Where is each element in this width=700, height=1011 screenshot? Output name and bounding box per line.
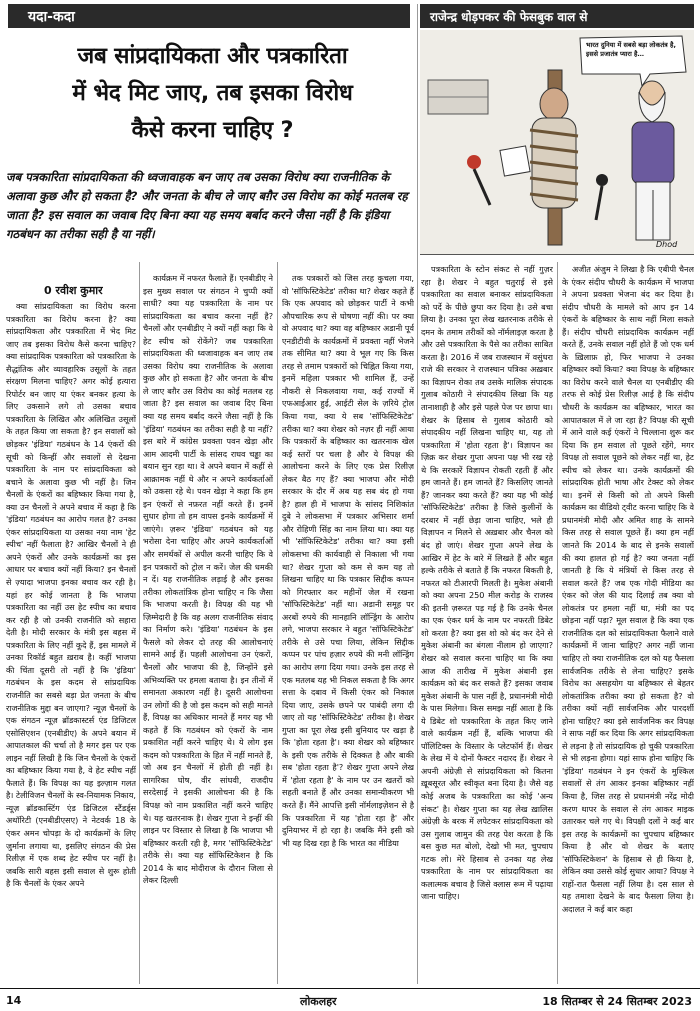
newspaper-name: लोकलहर: [300, 995, 337, 1008]
headline-line-3: कैसे करना चाहिए ?: [131, 117, 294, 143]
cartoonist-signature: Dhod: [656, 240, 678, 249]
article-deck: जब पत्रकारिता सांप्रदायिकता की ध्वजावाहक बन जाए तब उसका विरोध क्या राजनीतिक के अलावा कुछ और हो सकता है? और जनता के बीच ले जाए बग़ैर उस विरोध का कोई मतलब रह जाता है? इस सवाल का जवाब दिए बिना क्या यह समय बर्बाद करने जैसा नहीं है कि इंडिया गठबंधन का तरीका सही है या नहीं।: [6, 170, 408, 241]
article-column-2: [143, 272, 273, 984]
section-banner: यदा-कदा: [8, 4, 410, 28]
column-divider: [277, 262, 278, 984]
column-divider: [417, 4, 418, 984]
column-text: कार्यक्रम में नफरत फैलाते हैं। एनबीडीए ने इस मुख्य सवाल पर संगठन ने चुप्पी क्यों साधी? क्या यह पत्रकारिता के नाम पर सांप्रदायिकता का बचाव करना नहीं है? चैनलों और एनबीडीए ने क्यों नहीं कहा कि वे हेट स्पीच को रोकेंगे? जब पत्रकारिता सांप्रदायिकता की ध्वजावाहक बन जाए तब उसका विरोध क्या राजनीतिक के अलावा कुछ और हो सकता है? और जनता के बीच ले जाए बग़ैर उस विरोध का कोई मतलब रह जाता है? इस सवाल का जवाब दिए बिना क्या यह समय बर्बाद करने जैसा नहीं है कि 'इंडिया' गठबंधन का तरीका सही है या नहीं? इस बारे में कांग्रेस प्रवक्ता पवन खेड़ा और आम आदमी पार्टी के सांसद राघव चड्ढा का बयान सुन रहा था। वे अपने बयान में कहीं से आक्रामक नहीं थे और न अपने कार्यकर्ताओं को उकसा रहे थे। पवन खेड़ा ने कहा कि हम इन एंकरों से नफ़रत नहीं करते हैं। इनमें सुधार होगा तो हम वापस इनके कार्यक्रमों में जाएंगे। ज़रूर 'इंडिया' गठबंधन को यह भरोसा देना चाहिए और अपने कार्यकर्ताओं और समर्थकों से अपील करनी चाहिए कि वे इन पत्रकारों को ट्रोल न करें। जेल की धमकी न दें। यह राजनीतिक लड़ाई है और इसका तरीका लोकतांत्रिक होना चाहिए न कि जैसा कि भाजपा करती है। विपक्ष की यह भी ज़िम्मेदारी है कि वह अलग राजनीतिक संवाद का निर्माण करे। 'इंडिया' गठबंधन के इस फैसले को लेकर दो तरह की आलोचनाएं सामने आई हैं। पहली आलोचना उन एंकरों, चैनलों और भाजपा की है, जिन्होंने इसे अभिव्यक्ति पर हमला बताया है। इन तीनों में समानता अकारण नहीं है। दूसरी आलोचना उन लोगों की है जो इस कदम को सही मानते हैं, विपक्ष का अधिकार मानते हैं मगर यह भी कहते हैं कि गठबंधन को एंकरों के नाम प्रकाशित नहीं करने चाहिए थे। ये लोग इस कदम को पत्रकारिता के हित में नहीं मानते हैं, जो अब इन चैनलों में होती ही नहीं है। सागरिका घोष, वीर सांघवी, राजदीप सरदेसाई ने इसकी आलोचना की है कि विपक्ष को नाम प्रकाशित नहीं करने चाहिए थे। यह खतरनाक है। शेखर गुप्ता ने इन्हीं की लाइन पर विस्तार से लिखा है कि भाजपा भी बहिष्कार करती रही है, मगर 'सॉफिस्टिकेटेड' तरीके से। क्या यह सॉफिस्टिकेशन है कि 2014 के बाद मोदीराज के दौरान जिला से लेकर दिल्ली: [143, 273, 273, 886]
article-column-4: [421, 263, 553, 983]
column-text: तक पत्रकारों को जिस तरह कुचला गया, वो 'सॉफिस्टिकेटेड' तरीका था? शेखर कहते हैं कि एक अपवाद को छोड़कर पार्टी ने कभी औपचारिक रूप से घोषणा नहीं की। पर क्या वो अपवाद था? क्या वह बहिष्कार अडानी पूर्व एनडीटीवी के कार्यक्रमों में प्रवक्ता नहीं भेजने तक सीमित था? क्या वे भूल गए कि किस तरह से तमाम पत्रकारों को चिह्नित किया गया, इनमें महिला पत्रकार भी शामिल हैं, उन्हें नौकरी से निकलवाया गया, कई राज्यों में एफआईआर हुई, आईटी सेल के ज़रिये ट्रोल किया गया, क्या ये सब 'सॉफिस्टिकेटेड' तरीका था? क्या शेखर को नज़र ही नहीं आया कि पत्रकारों के बहिष्कार का खतरनाक खेल कई स्तरों पर चला है और ये विपक्ष की आलोचना करने के लिए एक प्रेस रिलीज़ लेकर बैठ गए हैं? क्या भाजपा और मोदी सरकार के दौर में अब यह सब बंद हो गया है? हाल ही में भाजपा के सांसद निशिकांत दुबे ने लोकसभा में पत्रकार अभिसार शर्मा और रोहिणी सिंह का नाम लिया था। क्या यह भी 'सॉफिस्टिकेटेड' तरीका था? क्या इसी लोकसभा की कार्यवाही से निकाला भी गया था? शेखर गुप्ता को कम से कम यह तो लिखना चाहिए था कि पत्रकार सिद्दीक कप्पन को गिरफ्तार कर महीनों जेल में रखना 'सॉफिस्टिकेटेड' नहीं था। अडानी समूह पर अरबों रुपये की मानहानि लॉन्ड्रिंग के आरोप लगे, भाजपा सरकार ने बहुत 'सॉफिस्टिकेटेड' तरीके से उसे पचा लिया, लेकिन सिद्दीक कप्पन पर पांच हज़ार रुपये की मनी लॉन्ड्रिंग का आरोप लगा दिया गया। उनके इस तरह से एक मतलब यह भी निकल सकता है कि अगर सत्ता के दबाव में किसी एंकर को निकाल दिया जाए, उसके छपने पर पाबंदी लगा दी जाए तो यह 'सॉफिस्टिकेटेड' तरीका है। शेखर गुप्ता का पूरा लेख इसी बुनियाद पर खड़ा है कि 'होता रहता है'। क्या शेखर को बहिष्कार के इसी एक तरीके से दिक्कत है और बाकी सब 'होता रहता है'? शेखर गुप्ता अपने लेख में 'होता रहता है' के नाम पर उन खतरों को सहती बनाते हैं और उनका समान्यीकरण भी करते हैं। मैंने आपत्ति इसी नॉर्मलाइज़ेशन से है कि पत्रकारिता में यह 'होता रहा है' और दुनियाभर में हो रहा है। जबकि मैंने इसी को भी यह दिख रहा है कि भारत का मीडिया: [282, 273, 414, 848]
author-byline: 0 रवीश कुमार: [44, 284, 103, 297]
headline-line-1: जब सांप्रदायिकता और पत्रकारिता: [77, 43, 348, 69]
column-divider: [139, 262, 140, 984]
cartoon-speech-bubble: भारत दुनिया में सबसे बड़ा लोकतंत्र है, इससे प्रजातंत्र प्यारा है…: [586, 41, 676, 58]
editorial-cartoon: [420, 30, 694, 255]
headline: [10, 38, 415, 149]
issue-date: 18 सितम्बर से 24 सितम्बर 2023: [542, 995, 692, 1008]
cartoon-banner: राजेन्द्र धोड़पकर की फेसबुक वाल से: [420, 4, 694, 28]
headline-line-2: में भेद मिट जाए, तब इसका विरोध: [72, 80, 353, 106]
article-column-3: [282, 272, 414, 984]
page-number: 14: [6, 994, 22, 1007]
article-column-5: [562, 263, 694, 983]
column-divider: [557, 262, 558, 984]
column-text: अजीत अंजुम ने लिखा है कि एबीपी चैनल के एंकर संदीप चौधरी के कार्यक्रम में भाजपा ने अपना प्रवक्ता भेजना बंद कर दिया है। संदीप चौधरी के मामले को आप इन 14 एंकरों के बहिष्कार के साथ नहीं मिला सकते हैं। संदीप चौधरी सांप्रदायिक कार्यक्रम नहीं करते हैं, उनके सवाल नहीं होते हैं जो एक धर्म के ख़िलाफ़ हो, फिर भाजपा ने उनका बहिष्कार क्यों किया? क्या विपक्ष के बहिष्कार का विरोध करने वाले चैनल या एनबीडीए की तरफ से कोई प्रेस रिलीज़ आई है कि संदीप चौधरी के कार्यक्रम का बहिष्कार, भारत का आपातकाल में ले जा रहा है? विपक्ष की सूची में आने वाले कई एंकरों ने चिल्लाना शुरू कर दिया कि हम सवाल तो पूछते रहेंगे, मगर विपक्ष तो सवाल पूछने को लेकर नहीं था, हेट स्पीच को लेकर था। उनके कार्यक्रमों की सांप्रदायिक होती भाषा और टेक्स्ट को लेकर था। इनमें से किसी को तो अपने किसी कार्यक्रम का वीडियो ट्वीट करना चाहिए कि वे प्रधानमंत्री मोदी और अमित शाह के सामने किस तरह से सवाल पूछते हैं। क्या हम नहीं जानते कि 2014 के बाद से इनके सवालों की क्या हालत हो गई है? क्या जनता नहीं जानती है कि ये मंत्रियों से किस तरह से सवाल करते हैं? जब एक गोदी मीडिया का एंकर को जेल की याद दिलाई तब क्या वो लोकतंत्र पर हमला नहीं था, मंत्री का पद छोड़ना नहीं पड़ा? मूल सवाल है कि क्या एक राजनीतिक दल को सांप्रदायिकता फैलाने वाले कार्यक्रमों में जाना चाहिए? अगर नहीं जाना चाहिए तो क्या राजनीतिक दल को यह फैसला सार्वजनिक तरीके से लेना चाहिए? इसके विरोध का असहयोग या बहिष्कार से बेहतर लोकतांत्रिक तरीका क्या हो सकता है? वो तरीका क्यों नहीं सार्वजनिक और पारदर्शी होना चाहिए? क्या इसे सार्वजनिक कर विपक्ष ने साफ नहीं कर दिया कि अगर सांप्रदायिकता से लड़ना है तो सांप्रदायिक हो चुकी पत्रकारिता से भी लड़ना होगा। यहां साफ होना चाहिए कि 'इंडिया' गठबंधन ने इन एंकरों के मुश्किल सवालों से तंग आकर इनका बहिष्कार नहीं किया है, जिस तरह से प्रधानमंत्री नरेंद्र मोदी करण थापर के सवाल से तंग आकर माइक उतारकर चले गए थे। विपक्षी दलों ने कई बार इस तरह के कार्यक्रमों का चुपचाप बहिष्कार किया है और वो शेखर के बताए 'सॉफिस्टिकेशन' के हिसाब से ही किया है, लेकिन क्या उससे कोई सुधार आया? विपक्ष ने राहों-रात फैसला नहीं लिया है। दस साल से यह तमाशा देखने के बाद फैसला लिया है। अदालत ने कई बार कहा: [562, 264, 694, 914]
column-text: क्या सांप्रदायिकता का विरोध करना पत्रकारिता का विरोध करना है? क्या सांप्रदायिकता और पत्रकारिता में भेद मिट जाए तब इसका विरोध कैसे करना चाहिए? क्या सांप्रदायिक पत्रकारिता को पत्रकारिता के सैद्धांतिक और व्यावहारिक उसूलों के तहत संरक्षण मिलना चाहिए? अगर कोई हत्यारा रिपोर्टर बन जाए या एंकर बनकर हत्या के लिए उकसाने लगे तो उसका बचाव पत्रकारिता के लिखित और अलिखित उसूलों के तहत किया जा सकता है? इन सवालों को छोड़कर 'इंडिया' गठबंधन के 14 एंकरों की सूची को किन्हीं और सवालों से देखना पत्रकारिता के नाम पर सांप्रदायिकता को बचाने के अलावा कुछ भी नहीं है। जिन चैनलों के एंकरों का बहिष्कार किया गया है, क्या उन चैनलों ने अपने बचाव में कहा है कि 'इंडिया' गठबंधन का आरोप गलत है? उनका एंकर सांप्रदायिकता या उसका नया नाम 'हेट स्पीच' नहीं फैलाता है? आखिर चैनलों ने ही अपने एंकरों और उनके कार्यक्रमों का इस आधार पर बचाव क्यों नहीं किया? इन चैनलों से ज़्यादा भाजपा इनका बचाव कर रही है। यहां हर कोई जानता है कि भाजपा पत्रकारिता का नहीं उस हेट स्पीच का बचाव कर रही है जो उनकी राजनीति को सहारा देती है। मोदी सरकार के मंत्री इस बहस में पत्रकारिता के लिए नहीं कूदे हैं, इस मामले में उनका रिकॉर्ड बहुत ख़राब है। कहीं भाजपा की चिंता दूसरी तो नहीं है कि 'इंडिया' गठबंधन के इस कदम से सांप्रदायिक राजनीति का सबसे बड़ा प्रेत जनता के बीच राजनीतिक मुद्दा बन जाएगा? न्यूज़ चैनलों के एक संगठन न्यूज़ ब्रॉडकास्टर्स एंड डिजिटल एसोसिएशन (एनबीडीए) के अपने बयान में आपातकाल की चर्चा तो है मगर इस पर एक लाइन नहीं लिखी है कि जिन चैनलों के एंकरों का बहिष्कार किया गया है, वे हेट स्पीच नहीं फैलाते हैं। कि विपक्ष का यह इल्ज़ाम गलत है। टेलीविजन चैनलों के स्व-नियामक निकाय, न्यूज़ ब्रॉडकास्टिंग एंड डिजिटल स्टैंडर्ड्स अथॉरिटी (एनबीडीएसए) ने नेटवर्क 18 के एंकर अमन चोपड़ा के दो कार्यक्रमों के लिए जुर्माना लगाया था, इसलिए संगठन की प्रेस रिलीज़ में एक शब्द हेट स्पीच पर नहीं है। जबकि सारी बहस इसी सवाल से शुरू होती है कि चैनलों के एंकर अपने: [6, 301, 136, 889]
article-column-1: [6, 300, 136, 985]
cartoon-drawing: [420, 30, 694, 255]
column-text: पत्रकारिता के स्टोन संकट से नहीं गुज़र रहा है। शेखर ने बहुत चतुराई से इसे पत्रकारिता का सवाल बनाकर सांप्रदायिकता को पर्दे के पीछे छुपा कर दिया है। उसे बचा लिया है। उनका पूरा लेख खतरनाक तरीके से दमन के तमाम तरीकों को नॉर्मलाइज़ करता है और उसे पत्रकारिता के पैसे का तरीका साबित करता है। 2016 में जब राजस्थान में वसुंधरा राजे की सरकार ने राजस्थान पत्रिका अख़बार का विज्ञापन रोका तब उसके मालिक संपादक गुलाब कोठारी ने संपादकीय लिखा कि यह तानाशाही है और इसे पहले पेज पर छापा था। शेखर के हिसाब से गुलाब कोठारी को संपादकीय नहीं लिखना चाहिए था, यह तो पत्रकारिता में 'होता रहता है'। विज्ञापन का ज़िक्र कर शेखर गुप्ता अपना पक्ष भी रख रहे थे कि सरकारें विज्ञापन रोकती रहती हैं और हम जानते हैं। हम जानते हैं? किसलिए जानते हैं? जानकर क्या करते हैं? क्या यह भी कोई 'सॉफिस्टिकेटेड' तरीका है जिसे कुलीनों के दरबार में नहीं छेड़ा जाना चाहिए, भले ही विज्ञापन न मिलने से अख़बार और चैनल को बंद हो जाएं। शेखर गुप्ता अपने लेख के आखिर में हेट के बारे में लिखते हैं और बहुत हल्के तरीके से बताते हैं कि नफरत बिकती है, नफरत को टीआरपी मिलती है। मुकेश अंबानी को क्या अपना 250 मील करोड़ के राजस्व की इतनी ज़रूरत पड़ गई है कि उनके चैनल का एक एंकर धर्म के नाम पर नफरती डिबेट शो करता है? क्या इस शो को बंद कर देने से मुकेश अंबानी का बंगला नीलाम हो जाएगा? शेखर को सवाल करना चाहिए था कि क्या आज की तारीख में मुकेश अंबानी इस कार्यक्रम को बंद कर सकते हैं? इसका जवाब मुकेश अंबानी के पास नहीं है, प्रधानमंत्री मोदी के पास मिलेगा। किस समझ नहीं आता है कि ये डिबेट शो पत्रकारिता के तहत किए जाने वाले कार्यक्रम नहीं हैं, बल्कि भाजपा की पॉलिटिक्स के विस्तार के प्लेटफॉर्म हैं। शेखर के लेख में ये दोनों फैक्टर नदारद हैं। शेखर ने अपनी अंग्रेज़ी से सांप्रदायिकता को कितना ख़ूबसूरत और स्वीकृत बना दिया है। जैसे वह कोई अजब के पत्रकारिता का कोई 'अन्य संकट' है। शेखर गुप्ता का यह लेख ख़ालिस अंग्रेज़ी के बरक में लपेटकर सांप्रदायिकता को उस गुलाब जामुन की तरह पेश करता है कि बस कुछ मत बोलो, देखो भी मत, चुपचाप गटक लो। मेरे हिसाब से उनका यह लेख पत्रकारिता के नाम पर सांप्रदायिकता का कलात्मक बचाव है जिसे क्लास रूम में पढ़ाया जाना चाहिए।: [421, 264, 553, 902]
page-footer: [0, 988, 700, 1011]
